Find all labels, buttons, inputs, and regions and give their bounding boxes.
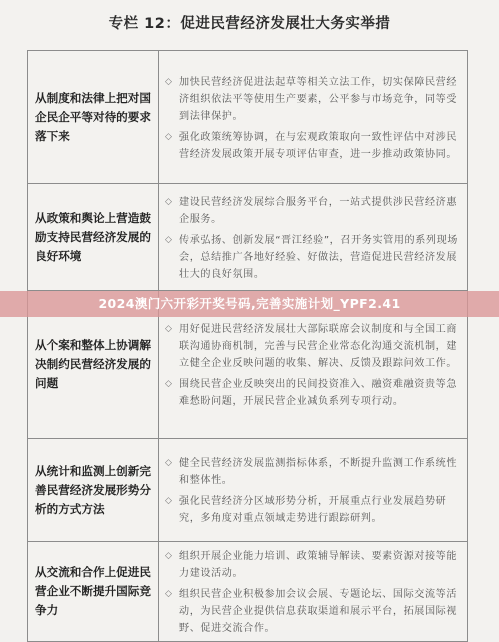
diamond-outline-icon: ◇ — [165, 379, 172, 389]
measure-item — [165, 455, 459, 489]
row-category: 从政策和舆论上营造鼓励支持民营经济发展的良好环境 — [28, 184, 159, 291]
row-measures — [159, 439, 468, 542]
row-category: 从个案和整体上协调解决制约民营经济发展的问题 — [28, 291, 159, 439]
measure-text: 组织开展企业能力培训、政策辅导解读、要素资源对接等能力建设活动。 — [179, 551, 458, 579]
table-row — [28, 51, 468, 184]
measures-table-body — [28, 51, 468, 642]
measure-item — [165, 129, 459, 163]
measure-text: 强化政策统筹协调，在与宏观政策取向一致性评估中对涉民营经济发展政策开展专项评估审查，进一步推动政策协同。 — [179, 131, 458, 160]
diamond-outline-icon: ◇ — [165, 589, 172, 599]
measure-text: 组织民营企业积极参加会议会展、专题论坛、国际交流等活动，为民营企业提供信息获取渠道和展示平台，拓展国际视野、促进交流合作。 — [179, 589, 458, 634]
diamond-outline-icon: ◇ — [165, 196, 172, 207]
diamond-outline-icon: ◇ — [165, 551, 172, 561]
measure-item — [165, 232, 459, 283]
diamond-outline-icon: ◇ — [165, 76, 172, 87]
watermark-banner: 2024澳门六开彩开奖号码,完善实施计划_YPF2.41 — [0, 291, 499, 317]
measure-text: 健全民营经济发展监测指标体系，不断提升监测工作系统性和整体性。 — [179, 458, 458, 486]
row-measures — [159, 51, 468, 184]
measure-item — [165, 548, 459, 582]
measure-text: 传承弘扬、创新发展“晋江经验”，召开务实管用的系列现场会，总结推广各地好经验、好做法，营造促进民营经济发展壮大的良好氛围。 — [179, 234, 459, 280]
diamond-outline-icon: ◇ — [165, 234, 172, 245]
diamond-outline-icon: ◇ — [165, 131, 172, 142]
measure-item — [165, 74, 459, 125]
row-category: 从制度和法律上把对国企民企平等对待的要求落下来 — [28, 51, 159, 184]
row-measures — [159, 542, 468, 642]
diamond-outline-icon: ◇ — [165, 496, 172, 506]
table-row — [28, 439, 468, 542]
measure-item — [165, 321, 459, 372]
measures-table — [27, 50, 468, 642]
measure-item — [165, 586, 459, 637]
measure-text: 强化民营经济分区域形势分析，开展重点行业发展趋势研究，多角度对重点领域走势进行跟踪研判。 — [179, 496, 447, 524]
measure-text: 加快民营经济促进法起草等相关立法工作，切实保障民营经济组织依法平等使用生产要素，公平参与市场竞争，同等受到法律保护。 — [179, 76, 458, 122]
measure-item — [165, 493, 459, 527]
row-category: 从统计和监测上创新完善民营经济发展形势分析的方式方法 — [28, 439, 159, 542]
column-title: 专栏 12：促进民营经济发展壮大务实举措 — [108, 16, 391, 32]
row-category: 从交流和合作上促进民营企业不断提升国际竞争力 — [28, 542, 159, 642]
measure-item — [165, 376, 459, 410]
row-measures — [159, 184, 468, 291]
diamond-outline-icon: ◇ — [165, 458, 172, 468]
table-row — [28, 184, 468, 291]
diamond-outline-icon: ◇ — [165, 324, 172, 334]
measure-item — [165, 194, 459, 228]
measure-text: 建设民营经济发展综合服务平台，一站式提供涉民营经济惠企服务。 — [179, 196, 458, 225]
measure-text: 用好促进民营经济发展壮大部际联席会议制度和与全国工商联沟通协商机制，完善与民营企业常态化沟通交流机制，建立健全企业反映问题的收集、解决、反馈及跟踪问效工作。 — [179, 324, 458, 369]
table-row — [28, 542, 468, 642]
measure-text: 围绕民营企业反映突出的民间投资准入、融资难融资贵等急难愁盼问题，开展民营企业减负系列专项行动。 — [179, 379, 458, 407]
